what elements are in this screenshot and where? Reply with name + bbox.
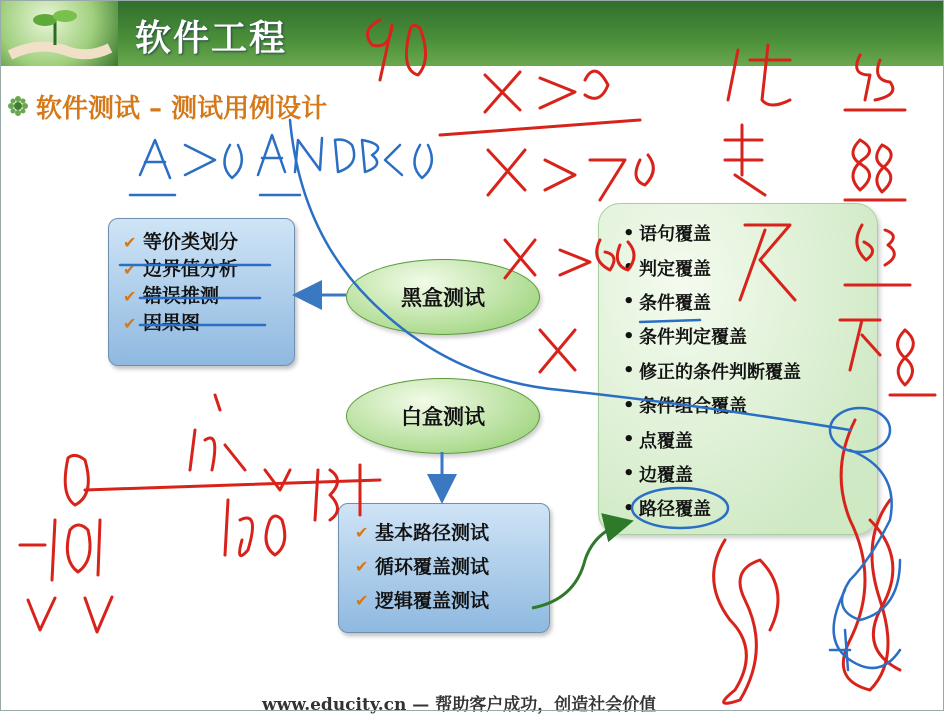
footer-text: www.educity.cn — 帮助客户成功，创造社会价值 <box>262 695 657 715</box>
blackbox-node: 黑盒测试 <box>346 259 540 335</box>
list-item: ✔ 错误推测 <box>123 283 294 310</box>
list-item: • 语句覆盖 <box>623 222 711 246</box>
list-item: • 点覆盖 <box>623 429 693 452</box>
list-item: • 条件组合覆盖 <box>623 394 747 418</box>
check-icon: ✔ <box>355 591 369 610</box>
list-item: ✔ 循环覆盖测试 <box>355 550 549 584</box>
page-subtitle: 软件测试 – 测试用例设计 <box>36 93 328 124</box>
check-icon: ✔ <box>355 557 369 576</box>
list-item: ✔ 基本路径测试 <box>355 516 549 550</box>
list-item: • 条件判定覆盖 <box>623 325 747 349</box>
check-icon: ✔ <box>123 260 137 279</box>
list-item: • 边覆盖 <box>623 463 693 486</box>
list-item: • 路径覆盖 <box>623 497 711 521</box>
list-item: • 条件覆盖 <box>623 291 711 314</box>
list-item: ✔ 边界值分析 <box>123 256 294 283</box>
list-item: • 修正的条件判断覆盖 <box>623 360 801 383</box>
whitebox-node: 白盒测试 <box>346 378 540 454</box>
list-item: ✔ 等价类划分 <box>123 229 294 256</box>
check-icon: ✔ <box>123 233 137 252</box>
check-icon: ✔ <box>123 287 137 306</box>
list-item: • 判定覆盖 <box>623 257 711 280</box>
check-icon: ✔ <box>355 523 369 542</box>
app-title: 软件工程 <box>135 18 288 59</box>
list-item: ✔ 因果图 <box>123 310 294 337</box>
list-item: ✔ 逻辑覆盖测试 <box>355 584 549 618</box>
check-icon: ✔ <box>123 314 137 333</box>
